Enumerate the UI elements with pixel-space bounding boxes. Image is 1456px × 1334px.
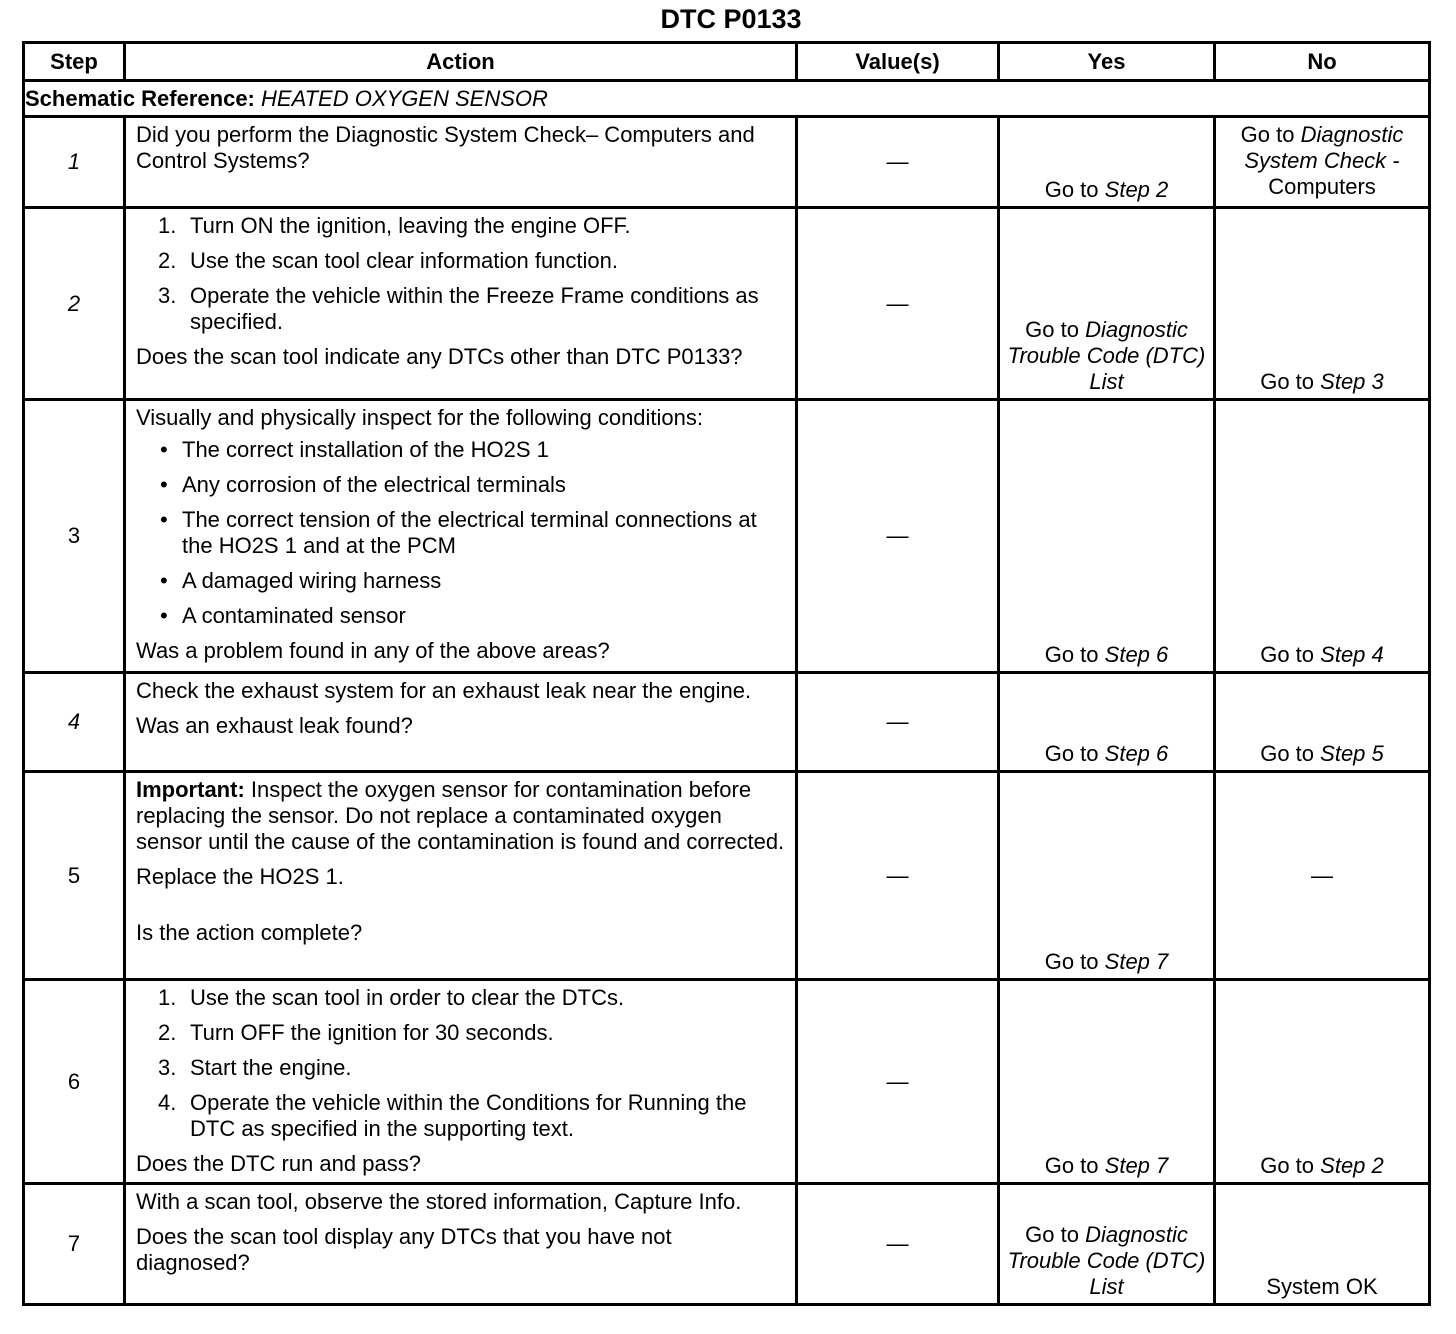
table-row bbox=[24, 208, 1430, 400]
value-cell: — bbox=[797, 772, 999, 980]
list-item: • A damaged wiring harness bbox=[136, 568, 785, 594]
step-number: 5 bbox=[24, 772, 125, 980]
list-item: 1. Turn ON the ignition, leaving the engine OFF. bbox=[158, 213, 631, 238]
value-cell: — bbox=[797, 673, 999, 772]
step-number: 1 bbox=[24, 117, 125, 208]
question-text: Was a problem found in any of the above areas? bbox=[136, 638, 610, 663]
question-text: Does the scan tool indicate any DTCs other than DTC P0133? bbox=[136, 344, 743, 369]
question-text: Was an exhaust leak found? bbox=[136, 713, 413, 738]
table-row bbox=[24, 117, 1430, 208]
no-link[interactable]: Diagnostic System Check - bbox=[1244, 122, 1404, 173]
header-row bbox=[24, 43, 1430, 81]
list-item: 3. Start the engine. bbox=[158, 1055, 352, 1080]
yes-cell[interactable]: Go to Step 6 bbox=[999, 673, 1215, 772]
schematic-reference-row bbox=[24, 81, 1430, 117]
yes-cell[interactable]: Go to Step 7 bbox=[999, 980, 1215, 1184]
step-number: 4 bbox=[24, 673, 125, 772]
yes-link[interactable]: Step 7 bbox=[1104, 1153, 1169, 1178]
list-item: 1. Use the scan tool in order to clear the DTCs. bbox=[158, 985, 625, 1010]
diagnostic-table bbox=[22, 41, 1431, 1306]
no-cell[interactable]: Go to Step 4 bbox=[1215, 400, 1430, 673]
schematic-value: HEATED OXYGEN SENSOR bbox=[261, 85, 548, 111]
no-cell: — bbox=[1215, 772, 1430, 980]
yes-link[interactable]: Step 7 bbox=[1104, 949, 1169, 974]
no-link[interactable]: Step 4 bbox=[1320, 642, 1384, 667]
step-number: 2 bbox=[24, 208, 125, 400]
question-text: Is the action complete? bbox=[136, 920, 363, 945]
no-cell[interactable]: Go to Step 2 bbox=[1215, 980, 1430, 1184]
yes-link[interactable]: Diagnostic Trouble Code (DTC) List bbox=[1007, 1222, 1206, 1299]
step-number: 3 bbox=[24, 400, 125, 673]
header-values: Value(s) bbox=[797, 43, 999, 81]
schematic-label: Schematic Reference: bbox=[25, 85, 255, 111]
yes-link[interactable]: Step 6 bbox=[1104, 741, 1169, 766]
table-row bbox=[24, 673, 1430, 772]
yes-cell[interactable]: Go to Diagnostic Trouble Code (DTC) List bbox=[999, 208, 1215, 400]
action-cell bbox=[125, 772, 797, 980]
numbered-list bbox=[136, 985, 785, 1142]
header-no: No bbox=[1215, 43, 1430, 81]
question-text: Does the scan tool display any DTCs that you have not diagnosed? bbox=[136, 1224, 672, 1275]
yes-cell[interactable]: Go to Step 6 bbox=[999, 400, 1215, 673]
action-text: With a scan tool, observe the stored information, Capture Info. bbox=[136, 1189, 742, 1214]
no-cell[interactable]: Go to Diagnostic System Check - Computers bbox=[1215, 117, 1430, 208]
bullet-list bbox=[136, 437, 785, 629]
list-item: • Any corrosion of the electrical terminals bbox=[136, 472, 785, 498]
header-step: Step bbox=[24, 43, 125, 81]
yes-cell[interactable]: Go to Step 7 bbox=[999, 772, 1215, 980]
no-cell: System OK bbox=[1215, 1184, 1430, 1305]
intro-text: Visually and physically inspect for the following conditions: bbox=[136, 405, 704, 430]
numbered-list bbox=[136, 213, 785, 335]
yes-cell[interactable]: Go to Diagnostic Trouble Code (DTC) List bbox=[999, 1184, 1215, 1305]
step-number: 6 bbox=[24, 980, 125, 1184]
action-text: Check the exhaust system for an exhaust leak near the engine. bbox=[136, 678, 752, 703]
action-cell bbox=[125, 673, 797, 772]
step-number: 7 bbox=[24, 1184, 125, 1305]
value-cell: — bbox=[797, 208, 999, 400]
important-note: Important: Inspect the oxygen sensor for contamination before replacing the sensor. Do not replace a contaminated oxygen sensor until the cause of the contamination is found and corrected. bbox=[136, 777, 785, 854]
no-link[interactable]: Step 3 bbox=[1320, 369, 1384, 394]
schematic-reference bbox=[24, 81, 1430, 117]
value-cell: — bbox=[797, 400, 999, 673]
action-cell bbox=[125, 1184, 797, 1305]
important-label: Important: bbox=[136, 777, 245, 802]
no-cell[interactable]: Go to Step 3 bbox=[1215, 208, 1430, 400]
question-text: Does the DTC run and pass? bbox=[136, 1151, 421, 1176]
header-action: Action bbox=[125, 43, 797, 81]
no-link[interactable]: Step 2 bbox=[1320, 1153, 1384, 1178]
yes-link[interactable]: Step 2 bbox=[1104, 177, 1169, 202]
value-cell: — bbox=[797, 1184, 999, 1305]
yes-cell[interactable]: Go to Step 2 bbox=[999, 117, 1215, 208]
list-item: • The correct installation of the HO2S 1 bbox=[136, 437, 785, 463]
table-row bbox=[24, 400, 1430, 673]
action-cell bbox=[125, 400, 797, 673]
action-cell bbox=[125, 208, 797, 400]
table-row bbox=[24, 772, 1430, 980]
yes-link[interactable]: Step 6 bbox=[1104, 642, 1169, 667]
action-text: Did you perform the Diagnostic System Check– Computers and Control Systems? bbox=[136, 122, 755, 173]
value-cell: — bbox=[797, 980, 999, 1184]
table-row bbox=[24, 1184, 1430, 1305]
list-item: 4. Operate the vehicle within the Conditions for Running the DTC as specified in the supporting text. bbox=[158, 1090, 747, 1141]
no-link[interactable]: Step 5 bbox=[1320, 741, 1384, 766]
action-cell bbox=[125, 980, 797, 1184]
yes-link[interactable]: Diagnostic Trouble Code (DTC) List bbox=[1007, 317, 1206, 394]
no-cell[interactable]: Go to Step 5 bbox=[1215, 673, 1430, 772]
table-row bbox=[24, 980, 1430, 1184]
action-text: Replace the HO2S 1. bbox=[136, 864, 344, 889]
list-item: 3. Operate the vehicle within the Freeze Frame conditions as specified. bbox=[158, 283, 759, 334]
list-item: 2. Use the scan tool clear information function. bbox=[158, 248, 619, 273]
header-yes: Yes bbox=[999, 43, 1215, 81]
list-item: 2. Turn OFF the ignition for 30 seconds. bbox=[158, 1020, 554, 1045]
value-cell: — bbox=[797, 117, 999, 208]
list-item: • The correct tension of the electrical terminal connections at the HO2S 1 and at the PCM bbox=[136, 507, 785, 559]
action-cell bbox=[125, 117, 797, 208]
list-item: • A contaminated sensor bbox=[136, 603, 785, 629]
page-title: DTC P0133 bbox=[660, 4, 802, 34]
